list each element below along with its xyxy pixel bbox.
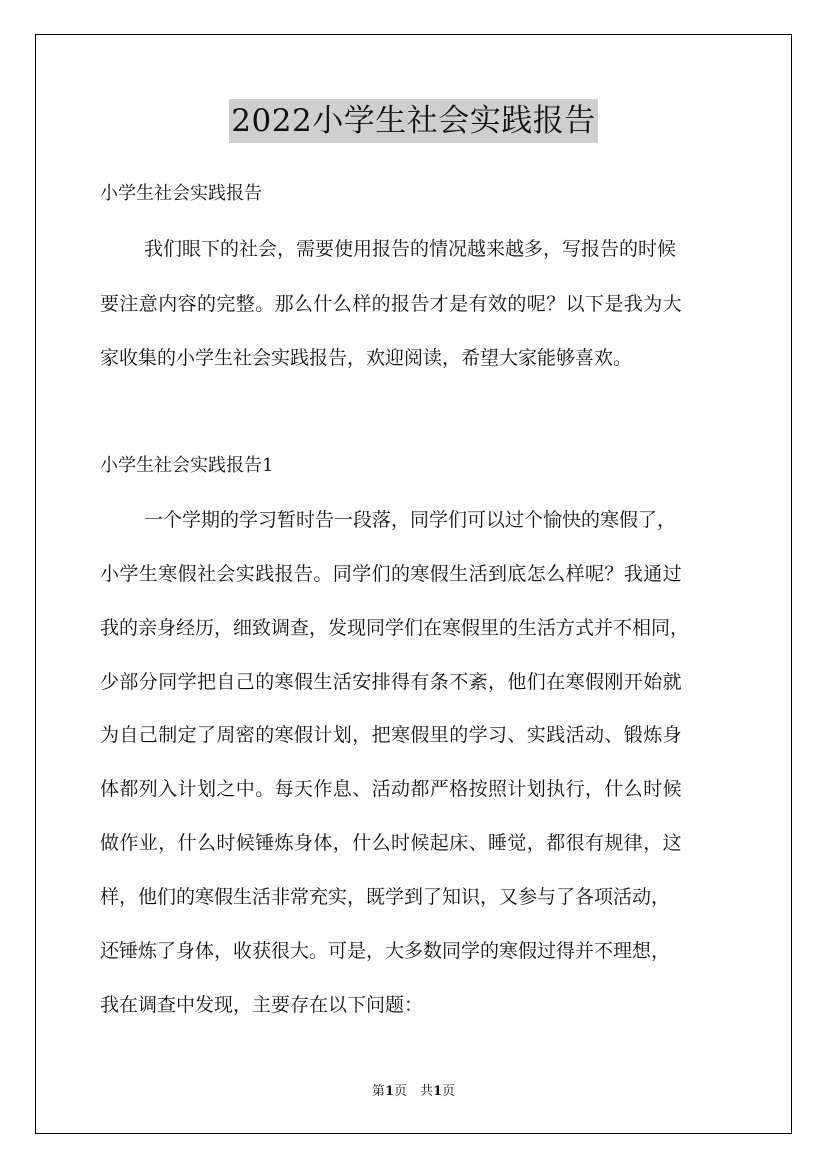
footer-suffix: 页	[442, 1084, 456, 1099]
body-line: 我的亲身经历，细致调查，发现同学们在寒假里的生活方式并不相同，	[100, 617, 690, 639]
title-container	[0, 99, 827, 143]
document-subtitle: 小学生社会实践报告	[100, 183, 262, 204]
body-line: 小学生寒假社会实践报告。同学们的寒假生活到底怎么样呢？我通过	[100, 563, 683, 585]
footer-total-pages: 1	[433, 1084, 443, 1099]
footer-prefix: 第	[371, 1084, 385, 1099]
body-line: 我在调查中发现，主要存在以下问题：	[100, 994, 424, 1016]
body-line: 做作业，什么时候锤炼身体，什么时候起床、睡觉，都很有规律，这	[100, 832, 683, 854]
footer-middle: 页 共	[393, 1084, 433, 1099]
body-line: 还锤炼了身体，收获很大。可是，大多数同学的寒假过得并不理想，	[100, 940, 671, 962]
intro-line: 我们眼下的社会，需要使用报告的情况越来越多，写报告的时候	[144, 238, 677, 260]
body-line: 样，他们的寒假生活非常充实，既学到了知识，又参与了各项活动，	[100, 886, 671, 908]
body-line: 为自己制定了周密的寒假计划，把寒假里的学习、实践活动、锻炼身	[100, 724, 683, 746]
intro-line: 要注意内容的完整。那么什么样的报告才是有效的呢？以下是我为大	[100, 293, 683, 315]
body-line: 体都列入计划之中。每天作息、活动都严格按照计划执行，什么时候	[100, 778, 683, 800]
body-line: 一个学期的学习暂时告一段落，同学们可以过个愉快的寒假了，	[144, 509, 677, 531]
intro-line: 家收集的小学生社会实践报告，欢迎阅读，希望大家能够喜欢。	[100, 347, 633, 369]
page-footer	[0, 1083, 827, 1101]
footer-page-number: 1	[384, 1084, 394, 1099]
section-heading: 小学生社会实践报告1	[100, 455, 274, 476]
body-line: 少部分同学把自己的寒假生活安排得有条不紊，他们在寒假刚开始就	[100, 671, 683, 693]
document-title: 2022小学生社会实践报告	[229, 99, 597, 143]
